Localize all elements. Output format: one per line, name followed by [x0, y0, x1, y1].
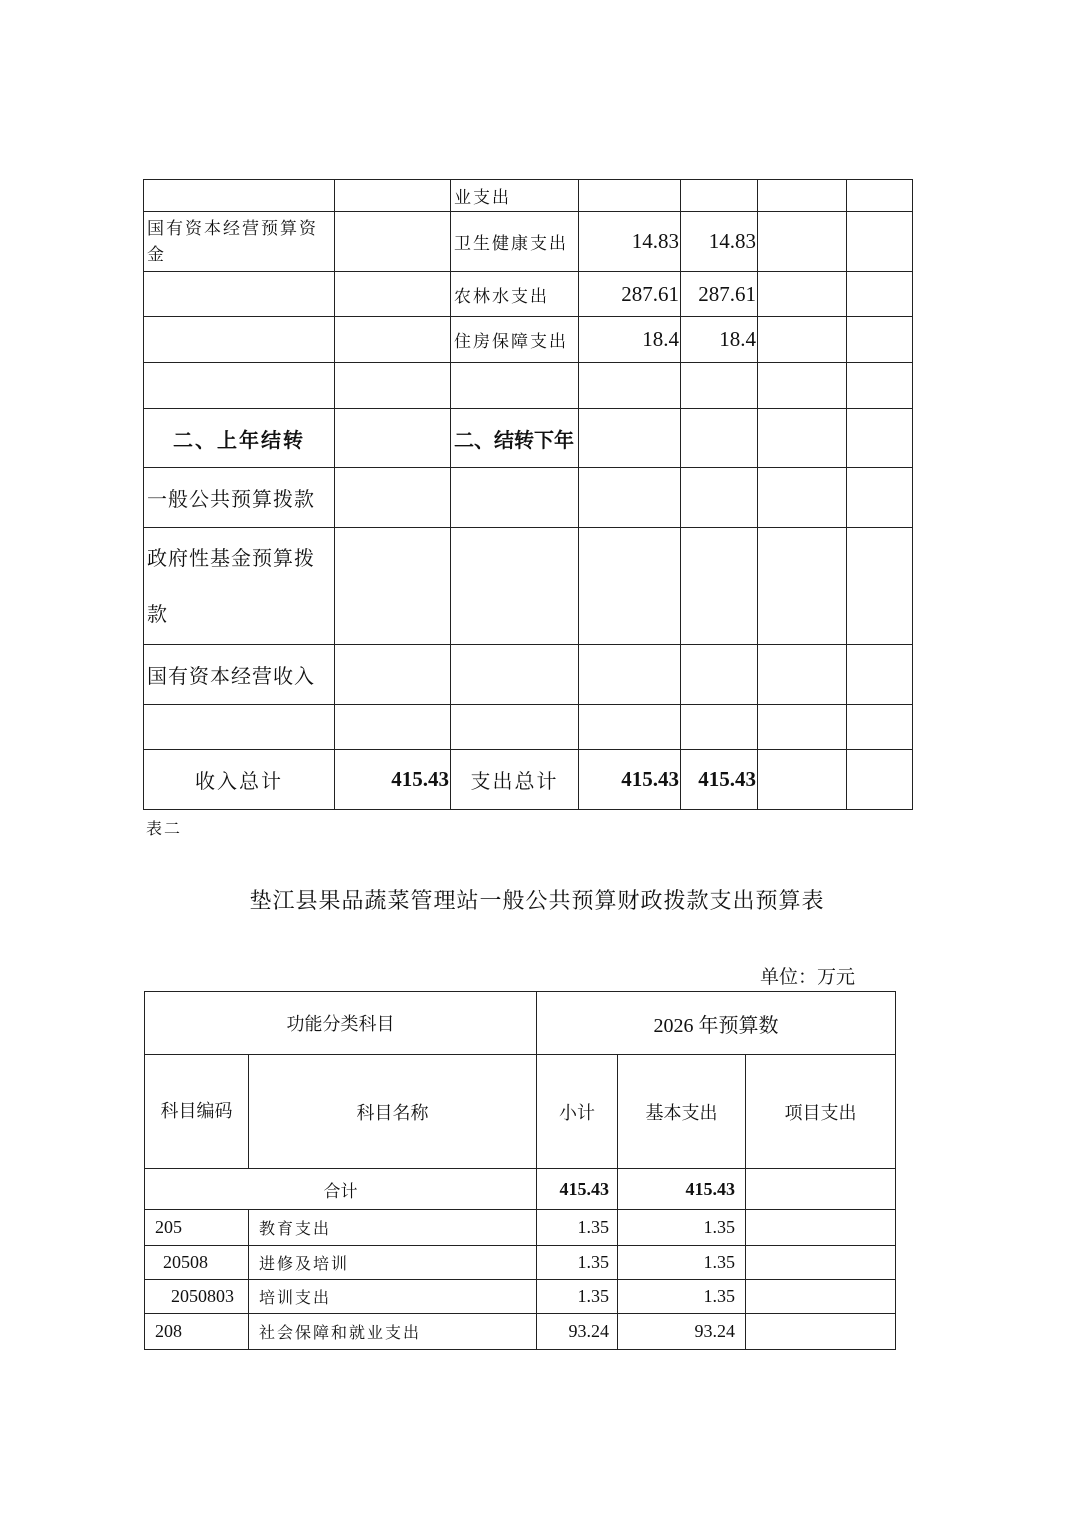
table-row — [145, 1246, 896, 1280]
expense-total-cell — [579, 409, 681, 468]
carryover-income-heading: 二、上年结转 — [144, 409, 335, 468]
expense-total-cell: 14.83 — [579, 212, 681, 272]
expense-item-cell: 住房保障支出 — [451, 317, 579, 363]
empty-cell — [847, 317, 913, 363]
income-amount-cell — [335, 705, 451, 750]
empty-cell — [758, 528, 847, 645]
empty-cell — [758, 468, 847, 528]
empty-cell — [847, 363, 913, 409]
expense-total-cell: 287.61 — [579, 272, 681, 317]
expense-item-cell: 农林水支出 — [451, 272, 579, 317]
total-label: 合计 — [145, 1169, 537, 1210]
expense-total-cell — [579, 468, 681, 528]
project-cell — [746, 1314, 896, 1350]
expense-total-cell — [579, 645, 681, 705]
expense-basic-cell — [681, 363, 758, 409]
unit-label: 单位：万元 — [760, 966, 856, 988]
total-subtotal: 415.43 — [537, 1169, 618, 1210]
empty-cell — [758, 750, 847, 810]
expense-basic-cell: 14.83 — [681, 212, 758, 272]
income-item-cell: 一般公共预算拨款 — [144, 468, 335, 528]
empty-cell — [758, 212, 847, 272]
table-row — [144, 750, 913, 810]
code-cell: 205 — [145, 1210, 249, 1246]
functional-category-header: 功能分类科目 — [145, 992, 537, 1055]
income-amount-cell — [335, 272, 451, 317]
empty-cell — [847, 409, 913, 468]
expense-item-cell — [451, 363, 579, 409]
carryover-expense-heading: 二、结转下年 — [451, 409, 579, 468]
income-item-cell — [144, 363, 335, 409]
subtotal-header: 小计 — [537, 1055, 618, 1169]
expense-basic-cell — [681, 645, 758, 705]
code-header: 科目编码 — [145, 1055, 249, 1169]
basic-header: 基本支出 — [618, 1055, 746, 1169]
expense-basic-cell: 287.61 — [681, 272, 758, 317]
empty-cell — [758, 180, 847, 212]
expense-total-value: 415.43 — [579, 750, 681, 810]
empty-cell — [847, 645, 913, 705]
income-expense-table-continued — [143, 179, 913, 810]
table-row — [144, 180, 913, 212]
table-row — [144, 272, 913, 317]
income-item-cell: 国有资本经营预算资金 — [144, 212, 335, 272]
empty-cell — [847, 705, 913, 750]
income-total-value: 415.43 — [335, 750, 451, 810]
table-row — [144, 363, 913, 409]
table-row — [144, 528, 913, 645]
income-item-cell — [144, 317, 335, 363]
basic-cell: 1.35 — [618, 1246, 746, 1280]
expense-basic-cell — [681, 409, 758, 468]
income-amount-cell — [335, 645, 451, 705]
expense-total-cell — [579, 528, 681, 645]
subtotal-cell: 1.35 — [537, 1210, 618, 1246]
subtotal-cell: 93.24 — [537, 1314, 618, 1350]
income-amount-cell — [335, 317, 451, 363]
expense-item-cell — [451, 705, 579, 750]
empty-cell — [758, 272, 847, 317]
expense-total-cell — [579, 180, 681, 212]
table-row — [144, 317, 913, 363]
expenditure-budget-table — [144, 991, 896, 1350]
expense-total-cell: 18.4 — [579, 317, 681, 363]
table-label: 表二 — [146, 819, 183, 838]
basic-cell: 93.24 — [618, 1314, 746, 1350]
empty-cell — [758, 363, 847, 409]
total-row — [145, 1169, 896, 1210]
empty-cell — [758, 645, 847, 705]
project-cell — [746, 1280, 896, 1314]
expense-basic-cell: 18.4 — [681, 317, 758, 363]
subtotal-cell: 1.35 — [537, 1246, 618, 1280]
income-item-cell — [144, 180, 335, 212]
expense-basic-cell — [681, 528, 758, 645]
income-item-cell: 国有资本经营收入 — [144, 645, 335, 705]
project-cell — [746, 1210, 896, 1246]
name-cell: 培训支出 — [249, 1280, 537, 1314]
page-title: 垫江县果品蔬菜管理站一般公共预算财政拨款支出预算表 — [249, 889, 825, 914]
income-amount-cell — [335, 409, 451, 468]
expense-basic-cell — [681, 468, 758, 528]
income-item-cell — [144, 272, 335, 317]
table-row — [144, 212, 913, 272]
table-row — [144, 468, 913, 528]
table-row — [144, 645, 913, 705]
income-amount-cell — [335, 180, 451, 212]
table-row — [145, 1314, 896, 1350]
subtotal-cell: 1.35 — [537, 1280, 618, 1314]
empty-cell — [847, 468, 913, 528]
income-item-cell: 政府性基金预算拨款 — [144, 528, 335, 645]
code-cell: 20508 — [145, 1246, 249, 1280]
basic-cell: 1.35 — [618, 1210, 746, 1246]
table-row — [144, 409, 913, 468]
expense-total-cell — [579, 705, 681, 750]
empty-cell — [847, 528, 913, 645]
expense-item-cell — [451, 528, 579, 645]
expense-basic-cell — [681, 180, 758, 212]
expense-total-label: 支出总计 — [451, 750, 579, 810]
name-header: 科目名称 — [249, 1055, 537, 1169]
empty-cell — [847, 212, 913, 272]
expense-item-cell — [451, 468, 579, 528]
total-basic: 415.43 — [618, 1169, 746, 1210]
header-row — [145, 992, 896, 1055]
table-row — [144, 705, 913, 750]
expense-item-cell: 业支出 — [451, 180, 579, 212]
project-cell — [746, 1246, 896, 1280]
income-amount-cell — [335, 363, 451, 409]
income-total-label: 收入总计 — [144, 750, 335, 810]
empty-cell — [847, 272, 913, 317]
empty-cell — [847, 180, 913, 212]
total-project — [746, 1169, 896, 1210]
expense-basic-cell — [681, 705, 758, 750]
header-row — [145, 1055, 896, 1169]
code-cell: 208 — [145, 1314, 249, 1350]
code-cell: 2050803 — [145, 1280, 249, 1314]
name-cell: 进修及培训 — [249, 1246, 537, 1280]
table-row — [145, 1210, 896, 1246]
budget-year-header: 2026 年预算数 — [537, 992, 896, 1055]
expense-basic-total-value: 415.43 — [681, 750, 758, 810]
expense-item-cell — [451, 645, 579, 705]
empty-cell — [758, 317, 847, 363]
income-amount-cell — [335, 468, 451, 528]
table-row — [145, 1280, 896, 1314]
basic-cell: 1.35 — [618, 1280, 746, 1314]
empty-cell — [758, 409, 847, 468]
empty-cell — [758, 705, 847, 750]
name-cell: 社会保障和就业支出 — [249, 1314, 537, 1350]
income-amount-cell — [335, 212, 451, 272]
expense-item-cell: 卫生健康支出 — [451, 212, 579, 272]
income-amount-cell — [335, 528, 451, 645]
project-header: 项目支出 — [746, 1055, 896, 1169]
income-item-cell — [144, 705, 335, 750]
name-cell: 教育支出 — [249, 1210, 537, 1246]
empty-cell — [847, 750, 913, 810]
expense-total-cell — [579, 363, 681, 409]
